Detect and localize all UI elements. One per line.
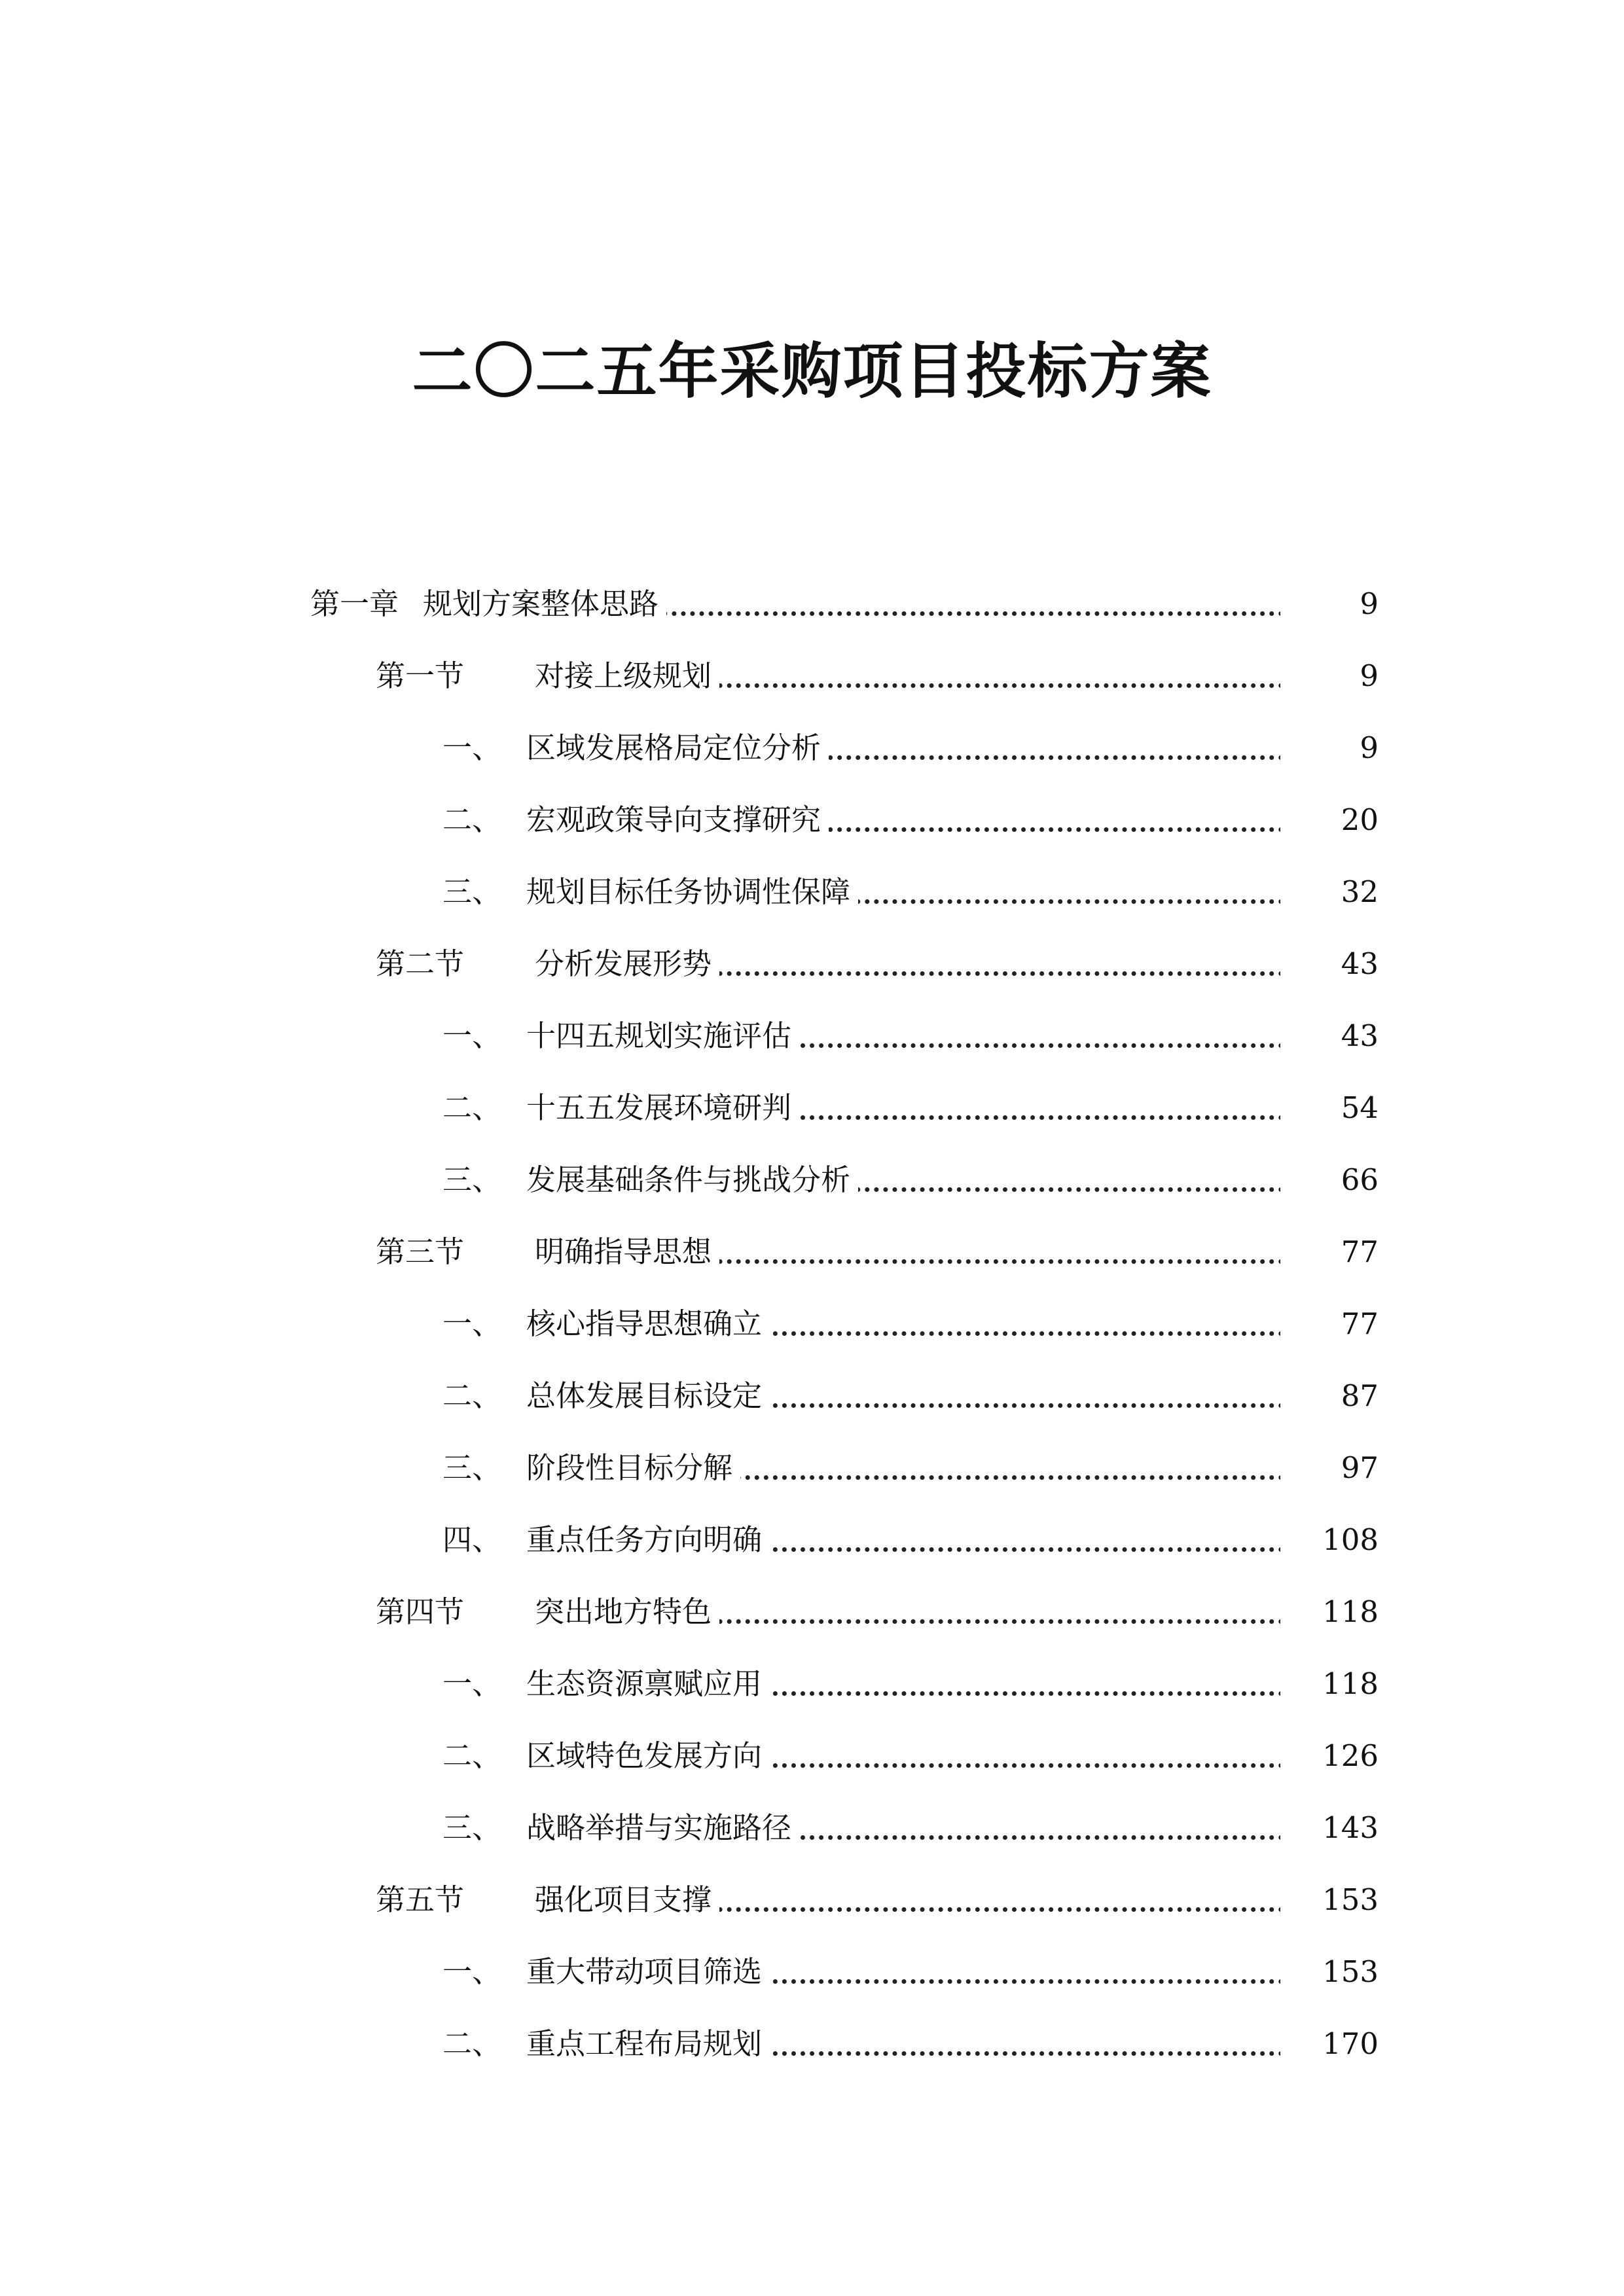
- toc-entry-prefix: 第一节: [376, 658, 465, 693]
- toc-entry-label: [442, 856, 858, 928]
- toc-entry[interactable]: [0, 1360, 1624, 1432]
- toc-entry-label: [376, 1576, 719, 1648]
- toc-entry-prefix: 二、: [442, 802, 502, 837]
- toc-entry-text: 核心指导思想确立: [526, 1306, 763, 1341]
- toc-entry-page: 170: [1280, 2008, 1379, 2080]
- toc-entry-text: 区域发展格局定位分析: [526, 730, 821, 765]
- toc-entry-text: 强化项目支撑: [535, 1882, 712, 1917]
- toc-entry-label: [442, 1072, 799, 1144]
- toc-entry-page: 126: [1280, 1720, 1379, 1792]
- toc-entry-page: 9: [1280, 712, 1379, 784]
- toc-entry-text: 重点任务方向明确: [526, 1522, 763, 1557]
- toc-entry-prefix: 三、: [442, 1810, 502, 1845]
- toc-entry[interactable]: [0, 1936, 1624, 2008]
- toc-entry[interactable]: [0, 1288, 1624, 1360]
- toc-entry-prefix: 二、: [442, 2026, 502, 2061]
- toc-entry[interactable]: [0, 2008, 1624, 2080]
- toc-entry-text: 生态资源禀赋应用: [526, 1666, 763, 1701]
- toc-entry-text: 规划方案整体思路: [423, 586, 659, 621]
- toc-entry-label: [442, 1360, 770, 1432]
- toc-entry[interactable]: [0, 712, 1624, 784]
- toc-entry-prefix: 第五节: [376, 1882, 465, 1917]
- dot-leader: [589, 611, 1284, 616]
- toc-entry-page: 87: [1280, 1360, 1379, 1432]
- toc-entry-page: 32: [1280, 856, 1379, 928]
- toc-entry-label: [376, 640, 719, 712]
- toc-entry-label: [442, 1000, 799, 1072]
- toc-entry-text: 宏观政策导向支撑研究: [526, 802, 821, 837]
- toc-entry-page: 118: [1280, 1648, 1379, 1720]
- toc-entry-label: [442, 712, 829, 784]
- toc-entry-prefix: 二、: [442, 1738, 502, 1773]
- toc-entry[interactable]: [0, 640, 1624, 712]
- toc-entry-prefix: 一、: [442, 1954, 502, 1989]
- document-title: 二〇二五年采购项目投标方案: [412, 336, 1212, 406]
- toc-entry-page: 43: [1280, 1000, 1379, 1072]
- toc-entry-prefix: 第三节: [376, 1234, 465, 1269]
- toc-entry-page: 9: [1280, 640, 1379, 712]
- toc-entry-text: 分析发展形势: [535, 946, 712, 981]
- toc-entry-label: [442, 1144, 858, 1216]
- toc-entry-text: 明确指导思想: [535, 1234, 712, 1269]
- toc-entry-page: 77: [1280, 1288, 1379, 1360]
- toc-entry-prefix: 二、: [442, 1090, 502, 1125]
- toc-entry-prefix: 三、: [442, 874, 502, 909]
- toc-entry-page: 20: [1280, 784, 1379, 856]
- toc-entry-prefix: 第一章: [310, 586, 399, 621]
- toc-entry-label: [442, 1936, 770, 2008]
- toc-entry-label: [376, 1864, 719, 1936]
- toc-entry-text: 突出地方特色: [535, 1594, 712, 1629]
- toc-entry-label: [376, 1216, 719, 1288]
- toc-entry-text: 总体发展目标设定: [526, 1378, 763, 1413]
- toc-entry[interactable]: [0, 1576, 1624, 1648]
- toc-entry-text: 规划目标任务协调性保障: [526, 874, 851, 909]
- toc-entry-text: 重点工程布局规划: [526, 2026, 763, 2061]
- toc-entry[interactable]: [0, 1504, 1624, 1576]
- toc-entry-prefix: 一、: [442, 1666, 502, 1701]
- toc-entry-text: 重大带动项目筛选: [526, 1954, 763, 1989]
- toc-entry-page: 43: [1280, 928, 1379, 1000]
- toc-entry-label: [310, 568, 666, 640]
- toc-entry-page: 118: [1280, 1576, 1379, 1648]
- toc-entry-label: [442, 1648, 770, 1720]
- toc-entry-label: [442, 1288, 770, 1360]
- toc-entry-prefix: 一、: [442, 1018, 502, 1053]
- toc-entry-prefix: 二、: [442, 1378, 502, 1413]
- toc-entry-page: 143: [1280, 1792, 1379, 1864]
- toc-entry[interactable]: [0, 1216, 1624, 1288]
- toc-entry-prefix: 三、: [442, 1450, 502, 1485]
- toc-entry[interactable]: [0, 1648, 1624, 1720]
- toc-entry-label: [442, 1504, 770, 1576]
- toc-entry-prefix: 四、: [442, 1522, 502, 1557]
- toc-entry-page: 54: [1280, 1072, 1379, 1144]
- toc-entry-label: [442, 1432, 740, 1504]
- toc-entry[interactable]: [0, 1144, 1624, 1216]
- toc-entry-text: 对接上级规划: [535, 658, 712, 693]
- toc-entry[interactable]: [0, 1072, 1624, 1144]
- toc-entry[interactable]: [0, 1792, 1624, 1864]
- toc-entry-page: 153: [1280, 1936, 1379, 2008]
- toc-entry-page: 108: [1280, 1504, 1379, 1576]
- toc-entry[interactable]: [0, 1432, 1624, 1504]
- toc-entry-label: [442, 784, 829, 856]
- toc-entry-text: 十五五发展环境研判: [526, 1090, 792, 1125]
- toc-entry-page: 66: [1280, 1144, 1379, 1216]
- toc-entry-page: 153: [1280, 1864, 1379, 1936]
- toc-entry[interactable]: [0, 1864, 1624, 1936]
- toc-entry-text: 发展基础条件与挑战分析: [526, 1162, 851, 1197]
- toc-entry[interactable]: [0, 1000, 1624, 1072]
- toc-entry-text: 十四五规划实施评估: [526, 1018, 792, 1053]
- toc-entry-label: [442, 2008, 770, 2080]
- toc-entry-text: 区域特色发展方向: [526, 1738, 763, 1773]
- toc-entry-label: [442, 1792, 799, 1864]
- toc-entry[interactable]: [0, 1720, 1624, 1792]
- toc-entry-page: 9: [1280, 568, 1379, 640]
- toc-entry[interactable]: [0, 928, 1624, 1000]
- toc-entry-page: 97: [1280, 1432, 1379, 1504]
- toc-entry-prefix: 一、: [442, 730, 502, 765]
- toc-entry[interactable]: [0, 568, 1624, 640]
- toc-entry-text: 战略举措与实施路径: [526, 1810, 792, 1845]
- toc-entry-label: [442, 1720, 770, 1792]
- toc-entry-text: 阶段性目标分解: [526, 1450, 733, 1485]
- toc-entry[interactable]: [0, 784, 1624, 856]
- toc-entry-prefix: 一、: [442, 1306, 502, 1341]
- toc-entry-prefix: 第二节: [376, 946, 465, 981]
- toc-entry[interactable]: [0, 856, 1624, 928]
- table-of-contents: [0, 568, 1624, 2080]
- toc-entry-page: 77: [1280, 1216, 1379, 1288]
- toc-entry-prefix: 三、: [442, 1162, 502, 1197]
- toc-entry-prefix: 第四节: [376, 1594, 465, 1629]
- toc-entry-label: [376, 928, 719, 1000]
